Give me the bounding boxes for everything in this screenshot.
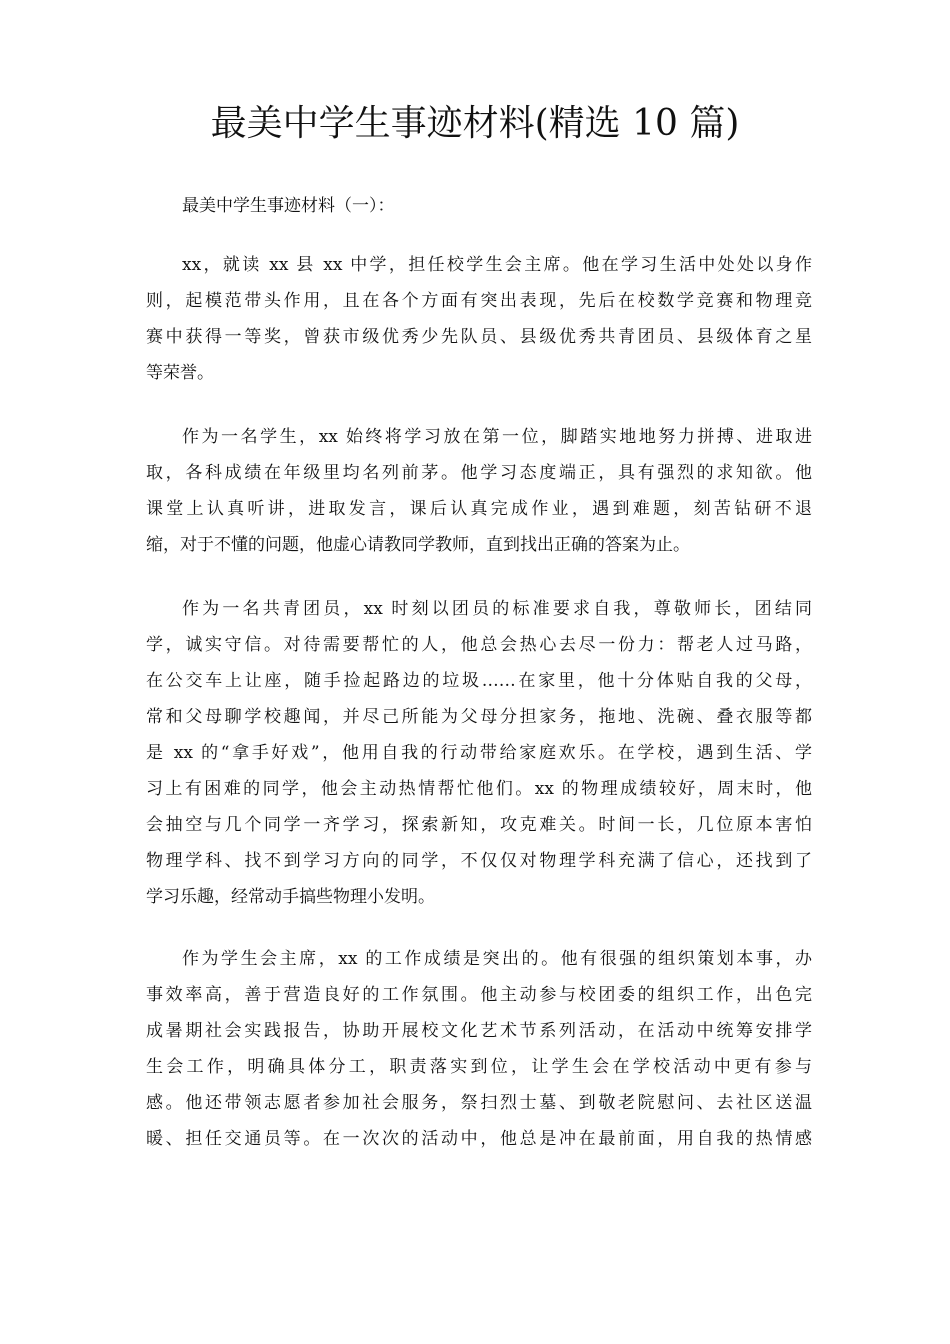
paragraph-line: 物理学科、找不到学习方向的同学，不仅仅对物理学科充满了信心，还找到了 <box>146 851 812 871</box>
paragraph-line: 学，诚实守信。对待需要帮忙的人，他总会热心去尽一份力：帮老人过马路， <box>146 635 812 655</box>
paragraph-line: 作为一名学生，xx 始终将学习放在第一位，脚踏实地地努力拼搏、进取进 <box>182 427 812 447</box>
paragraph-line: 常和父母聊学校趣闻，并尽己所能为父母分担家务，拖地、洗碗、叠衣服等都 <box>146 707 812 727</box>
paragraph-1 <box>146 247 812 391</box>
paragraph-line: 生会工作，明确具体分工，职责落实到位，让学生会在学校活动中更有参与 <box>146 1057 812 1077</box>
paragraph-line: 会抽空与几个同学一齐学习，探索新知，攻克难关。时间一长，几位原本害怕 <box>146 815 812 835</box>
paragraph-line: 成暑期社会实践报告，协助开展校文化艺术节系列活动，在活动中统筹安排学 <box>146 1021 812 1041</box>
paragraph-line: 学习乐趣，经常动手搞些物理小发明。 <box>146 887 435 907</box>
paragraph-line: 作为一名共青团员，xx 时刻以团员的标准要求自我，尊敬师长，团结同 <box>182 599 812 619</box>
paragraph-2 <box>146 419 812 563</box>
paragraph-line: 课堂上认真听讲，进取发言，课后认真完成作业，遇到难题，刻苦钻研不退 <box>146 499 812 519</box>
paragraph-line: 作为学生会主席，xx 的工作成绩是突出的。他有很强的组织策划本事，办 <box>182 949 812 969</box>
paragraph-line: 在公交车上让座，随手捡起路边的垃圾……在家里，他十分体贴自我的父母， <box>146 671 812 691</box>
paragraph-4 <box>146 941 812 1157</box>
paragraph-line: 习上有困难的同学，他会主动热情帮忙他们。xx 的物理成绩较好，周末时，他 <box>146 779 812 799</box>
paragraph-line: 感。他还带领志愿者参加社会服务，祭扫烈士墓、到敬老院慰问、去社区送温 <box>146 1093 812 1113</box>
paragraph-line: xx，就读 xx 县 xx 中学，担任校学生会主席。他在学习生活中处处以身作 <box>182 255 812 275</box>
paragraph-line: 是 xx 的“拿手好戏”，他用自我的行动带给家庭欢乐。在学校，遇到生活、学 <box>146 743 812 763</box>
paragraph-line: 则，起模范带头作用，且在各个方面有突出表现，先后在校数学竞赛和物理竞 <box>146 291 812 311</box>
paragraph-line: 缩，对于不懂的问题，他虚心请教同学教师，直到找出正确的答案为止。 <box>146 535 690 555</box>
paragraph-line: 事效率高，善于营造良好的工作氛围。他主动参与校团委的组织工作，出色完 <box>146 985 812 1005</box>
document-title: 最美中学生事迹材料(精选 10 篇) <box>210 103 740 144</box>
paragraph-line: 取，各科成绩在年级里均名列前茅。他学习态度端正，具有强烈的求知欲。他 <box>146 463 812 483</box>
section-heading: 最美中学生事迹材料（一）： <box>182 196 395 216</box>
paragraph-line: 暖、担任交通员等。在一次次的活动中，他总是冲在最前面，用自我的热情感 <box>146 1129 812 1149</box>
paragraph-line: 赛中获得一等奖，曾获市级优秀少先队员、县级优秀共青团员、县级体育之星 <box>146 327 812 347</box>
paragraph-3 <box>146 591 812 915</box>
paragraph-line: 等荣誉。 <box>146 363 214 383</box>
